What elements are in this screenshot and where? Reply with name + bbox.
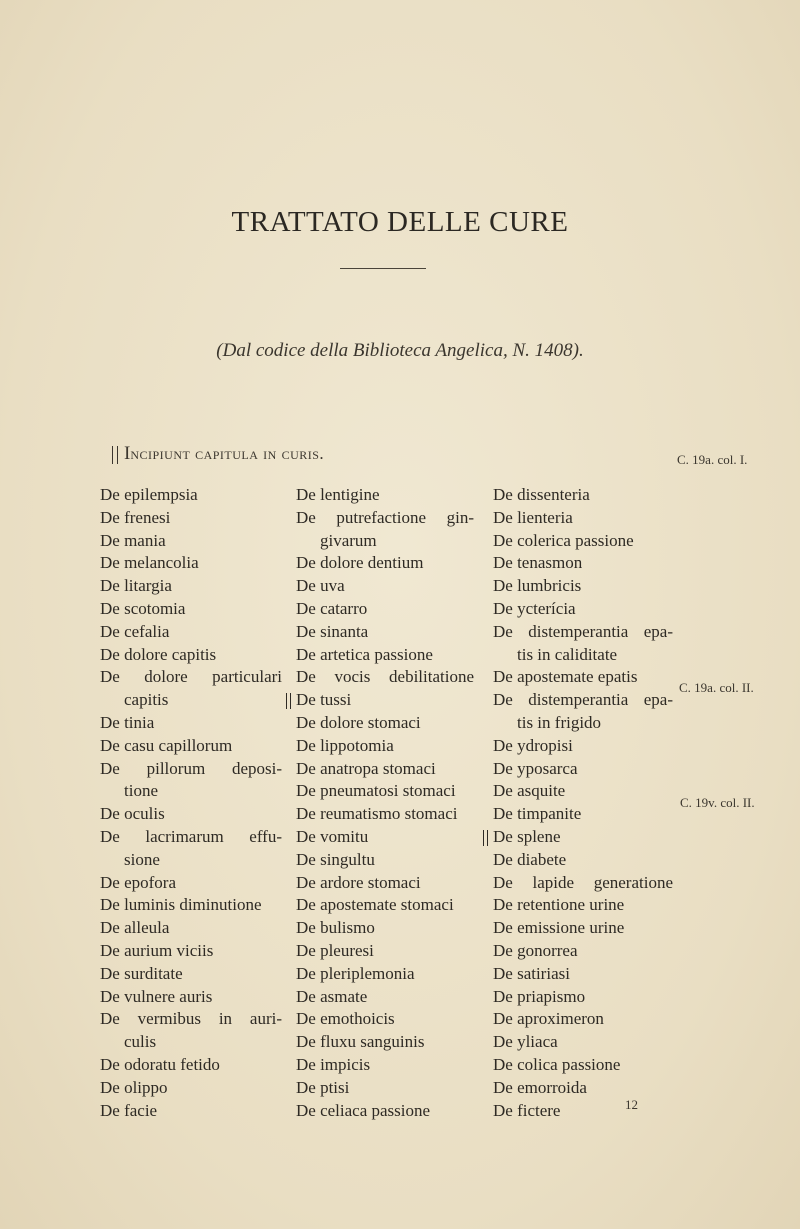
chapter-entry-text: culis [124, 1032, 157, 1052]
chapter-entry-text: De odoratu fetido [100, 1054, 220, 1074]
chapter-entry [296, 1008, 474, 1031]
chapter-entry [100, 917, 282, 940]
chapter-entry-text: De singultu [296, 849, 375, 869]
margin-note-1: C. 19a. col. I. [677, 452, 748, 467]
chapter-entry [493, 507, 673, 530]
chapter-entry-text: De uva [296, 576, 345, 596]
chapter-entry [100, 803, 282, 826]
chapter-entry-text: De facie [100, 1100, 158, 1120]
chapter-entry-text: De yposarca [493, 758, 578, 778]
chapter-entry [100, 1031, 282, 1054]
chapter-entry [100, 689, 282, 712]
chapter-entry-text: De satiriasi [493, 963, 570, 983]
margin-note-3: C. 19v. col. II. [680, 795, 755, 810]
chapter-entry-text: De emothoicis [296, 1009, 395, 1029]
chapter-entry-text: De ardore stomaci [296, 872, 421, 892]
chapter-entry [100, 712, 282, 735]
chapter-entry-text: De lumbricis [493, 576, 582, 596]
column-3 [493, 484, 673, 1122]
chapter-entry-text: De epofora [100, 872, 176, 892]
chapter-entry [100, 986, 282, 1009]
chapter-entry-text: De distemperantia epa- [493, 690, 673, 710]
chapter-entry [493, 484, 673, 507]
chapter-entry-text: capitis [124, 690, 169, 710]
chapter-entry [100, 780, 282, 803]
chapter-entry [493, 575, 673, 598]
chapter-entry [493, 735, 673, 758]
chapter-entry-text: De putrefactione gin- [296, 507, 474, 527]
chapter-entry [100, 872, 282, 895]
chapter-entry-text: De pillorum deposi- [100, 758, 282, 778]
chapter-entry-text: De aproximeron [493, 1009, 604, 1029]
chapter-entry-text: De dissenteria [493, 485, 590, 504]
chapter-entry-text: De pneumatosi stomaci [296, 781, 456, 801]
chapter-entry-text: De colica passione [493, 1054, 621, 1074]
chapter-entry [100, 530, 282, 553]
chapter-entry [296, 894, 474, 917]
chapter-entry [493, 758, 673, 781]
chapter-entry-text: De diabete [493, 849, 567, 869]
chapter-entry [296, 507, 474, 530]
chapter-entry-text: De asquite [493, 781, 566, 801]
chapter-entry-text: De catarro [296, 598, 368, 618]
chapter-entry-text: De frenesi [100, 507, 171, 527]
chapter-entry [296, 575, 474, 598]
chapter-entry [296, 986, 474, 1009]
chapter-entry [296, 621, 474, 644]
chapter-entry-text: De apostemate stomaci [296, 895, 454, 915]
chapter-entry [493, 644, 673, 667]
chapter-entry [296, 598, 474, 621]
chapter-entry [493, 1031, 673, 1054]
chapter-entry [296, 484, 474, 507]
chapter-entry [493, 1054, 673, 1077]
chapter-entry [493, 917, 673, 940]
chapter-entry-text: De dolore dentium [296, 553, 424, 573]
chapter-entry-text: De melancolia [100, 553, 199, 573]
chapter-entry [296, 1054, 474, 1077]
column-break-mark [483, 830, 488, 846]
heading-initial: I [124, 443, 131, 464]
chapter-entry [296, 552, 474, 575]
chapter-entry-text: De celiaca passione [296, 1100, 431, 1120]
chapter-entry [296, 826, 474, 849]
chapter-entry-text: De vulnere auris [100, 986, 213, 1006]
chapter-entry [493, 826, 673, 849]
chapter-entry [100, 1054, 282, 1077]
chapter-entry [493, 666, 673, 689]
chapter-entry-text: De emissione urine [493, 918, 625, 938]
chapter-entry [296, 1031, 474, 1054]
chapter-entry [493, 1008, 673, 1031]
chapter-entry-text: De pleriplemonia [296, 963, 415, 983]
chapter-entry-text: De fictere [493, 1100, 561, 1120]
chapter-entry-text: De casu capillorum [100, 735, 233, 755]
chapter-entry-text: De emorroida [493, 1077, 587, 1097]
title-rule [340, 268, 426, 269]
chapter-entry [296, 530, 474, 553]
chapter-entry-text: De ycterícia [493, 598, 576, 618]
chapter-entry [100, 894, 282, 917]
chapter-entry-text: De impicis [296, 1054, 371, 1074]
page-title: TRATTATO DELLE CURE [231, 206, 569, 238]
chapter-entry [296, 872, 474, 895]
chapter-entry [100, 1077, 282, 1100]
chapter-entry-text: De dolore particulari [100, 667, 282, 687]
chapter-entry [493, 894, 673, 917]
chapter-entry [493, 598, 673, 621]
chapter-entry [493, 849, 673, 872]
chapter-entry [100, 1100, 282, 1123]
chapter-entry [296, 940, 474, 963]
chapter-entry-text: De aurium viciis [100, 940, 214, 960]
chapter-entry [296, 1077, 474, 1100]
chapter-entry [296, 712, 474, 735]
chapter-entry [100, 598, 282, 621]
chapter-entry [296, 689, 474, 712]
chapter-entry-text: De epilempsia [100, 485, 198, 504]
chapter-entry-text: De lentigine [296, 485, 380, 504]
chapter-entry-text: De lapide generatione [493, 872, 673, 892]
chapter-entry-text: De litargia [100, 576, 172, 596]
chapter-entry-text: De oculis [100, 804, 165, 824]
chapter-entry-text: De artetica passione [296, 644, 433, 664]
chapter-entry [296, 758, 474, 781]
chapter-entry-text: De timpanite [493, 804, 582, 824]
chapter-entry-text: De ydropisi [493, 735, 573, 755]
chapter-entry [493, 963, 673, 986]
chapter-entry [493, 986, 673, 1009]
chapter-entry-text: De distemperantia epa- [493, 621, 673, 641]
chapter-entry-text: De gonorrea [493, 940, 578, 960]
chapter-entry-text: De lippotomia [296, 735, 394, 755]
chapter-entry [100, 826, 282, 849]
heading-text: ncipiunt capitula in curis. [130, 444, 325, 463]
chapter-entry-text: givarum [320, 530, 377, 550]
chapter-entry-text: sione [124, 849, 160, 869]
chapter-entry-text: De retentione urine [493, 895, 625, 915]
column-1 [100, 484, 282, 1122]
chapter-entry [296, 666, 474, 689]
chapter-entry [100, 758, 282, 781]
chapter-entry-text: De asmate [296, 986, 368, 1006]
chapter-entry [493, 872, 673, 895]
chapter-entry-text: De vomitu [296, 826, 369, 846]
chapter-entry [296, 780, 474, 803]
chapter-entry-text: De colerica passione [493, 530, 634, 550]
chapter-entry-text: De ptisi [296, 1077, 350, 1097]
chapter-entry [100, 735, 282, 758]
chapter-entry-text: De tussi [296, 690, 352, 710]
chapter-entry-text: De dolore stomaci [296, 712, 421, 732]
chapter-entry [296, 849, 474, 872]
chapter-entry [493, 530, 673, 553]
column-break-mark [286, 693, 291, 709]
chapter-entry [100, 666, 282, 689]
chapter-entry [493, 712, 673, 735]
chapter-entry [100, 575, 282, 598]
chapter-entry [493, 780, 673, 803]
page-subtitle: (Dal codice della Biblioteca Angelica, N. 1408). [216, 340, 584, 361]
section-heading [124, 443, 324, 465]
chapter-entry-text: De bulismo [296, 918, 375, 938]
chapter-entry-text: tis in frigido [517, 712, 602, 732]
chapter-entry-text: tione [124, 781, 158, 801]
chapter-entry [100, 484, 282, 507]
chapter-entry-text: De fluxu sanguinis [296, 1032, 425, 1052]
chapter-entry-text: De splene [493, 826, 561, 846]
chapter-entry [493, 1100, 673, 1123]
chapter-entry-text: De cefalia [100, 621, 170, 641]
chapter-entry-text: De sinanta [296, 621, 369, 641]
chapter-entry-text: De priapismo [493, 986, 586, 1006]
chapter-entry [100, 940, 282, 963]
chapter-entry [493, 940, 673, 963]
chapter-entry [493, 1077, 673, 1100]
chapter-entry-text: De alleula [100, 918, 170, 938]
chapter-entry-text: De reumatismo stomaci [296, 804, 458, 824]
chapter-entry-text: De yliaca [493, 1032, 558, 1052]
chapter-entry-text: De dolore capitis [100, 644, 217, 664]
chapter-entry [100, 552, 282, 575]
page-number: 12 [625, 1097, 638, 1112]
chapter-entry [296, 1100, 474, 1123]
chapter-entry [296, 917, 474, 940]
chapter-entry [493, 621, 673, 644]
chapter-entry [493, 552, 673, 575]
chapter-entry [100, 621, 282, 644]
chapter-entry-text: De anatropa stomaci [296, 758, 436, 778]
chapter-entry-text: De scotomia [100, 598, 186, 618]
chapter-entry [100, 849, 282, 872]
chapter-entry [296, 803, 474, 826]
chapter-entry [493, 803, 673, 826]
chapter-entry [493, 689, 673, 712]
chapter-entry-text: De pleuresi [296, 940, 374, 960]
chapter-entry-text: De olippo [100, 1077, 168, 1097]
chapter-entry-text: De mania [100, 530, 166, 550]
margin-note-2: C. 19a. col. II. [679, 680, 754, 695]
chapter-entry-text: De tinia [100, 712, 155, 732]
chapter-entry-text: De lienteria [493, 507, 573, 527]
chapter-entry-text: De luminis diminutione [100, 895, 262, 915]
chapter-entry [296, 735, 474, 758]
section-mark [112, 446, 118, 464]
chapter-entry [296, 644, 474, 667]
chapter-entry [100, 644, 282, 667]
chapter-entry-text: tis in caliditate [517, 644, 618, 664]
chapter-entry [100, 963, 282, 986]
column-2 [296, 484, 474, 1122]
chapter-entry-text: De apostemate epatis [493, 667, 638, 687]
chapter-entry [100, 507, 282, 530]
chapter-entry-text: De vocis debilitatione [296, 667, 474, 687]
chapter-entry-text: De lacrimarum effu- [100, 826, 282, 846]
chapter-entry-text: De surditate [100, 963, 183, 983]
chapter-entry-text: De tenasmon [493, 553, 583, 573]
chapter-entry [100, 1008, 282, 1031]
chapter-entry-text: De vermibus in auri- [100, 1009, 282, 1029]
chapter-entry [296, 963, 474, 986]
